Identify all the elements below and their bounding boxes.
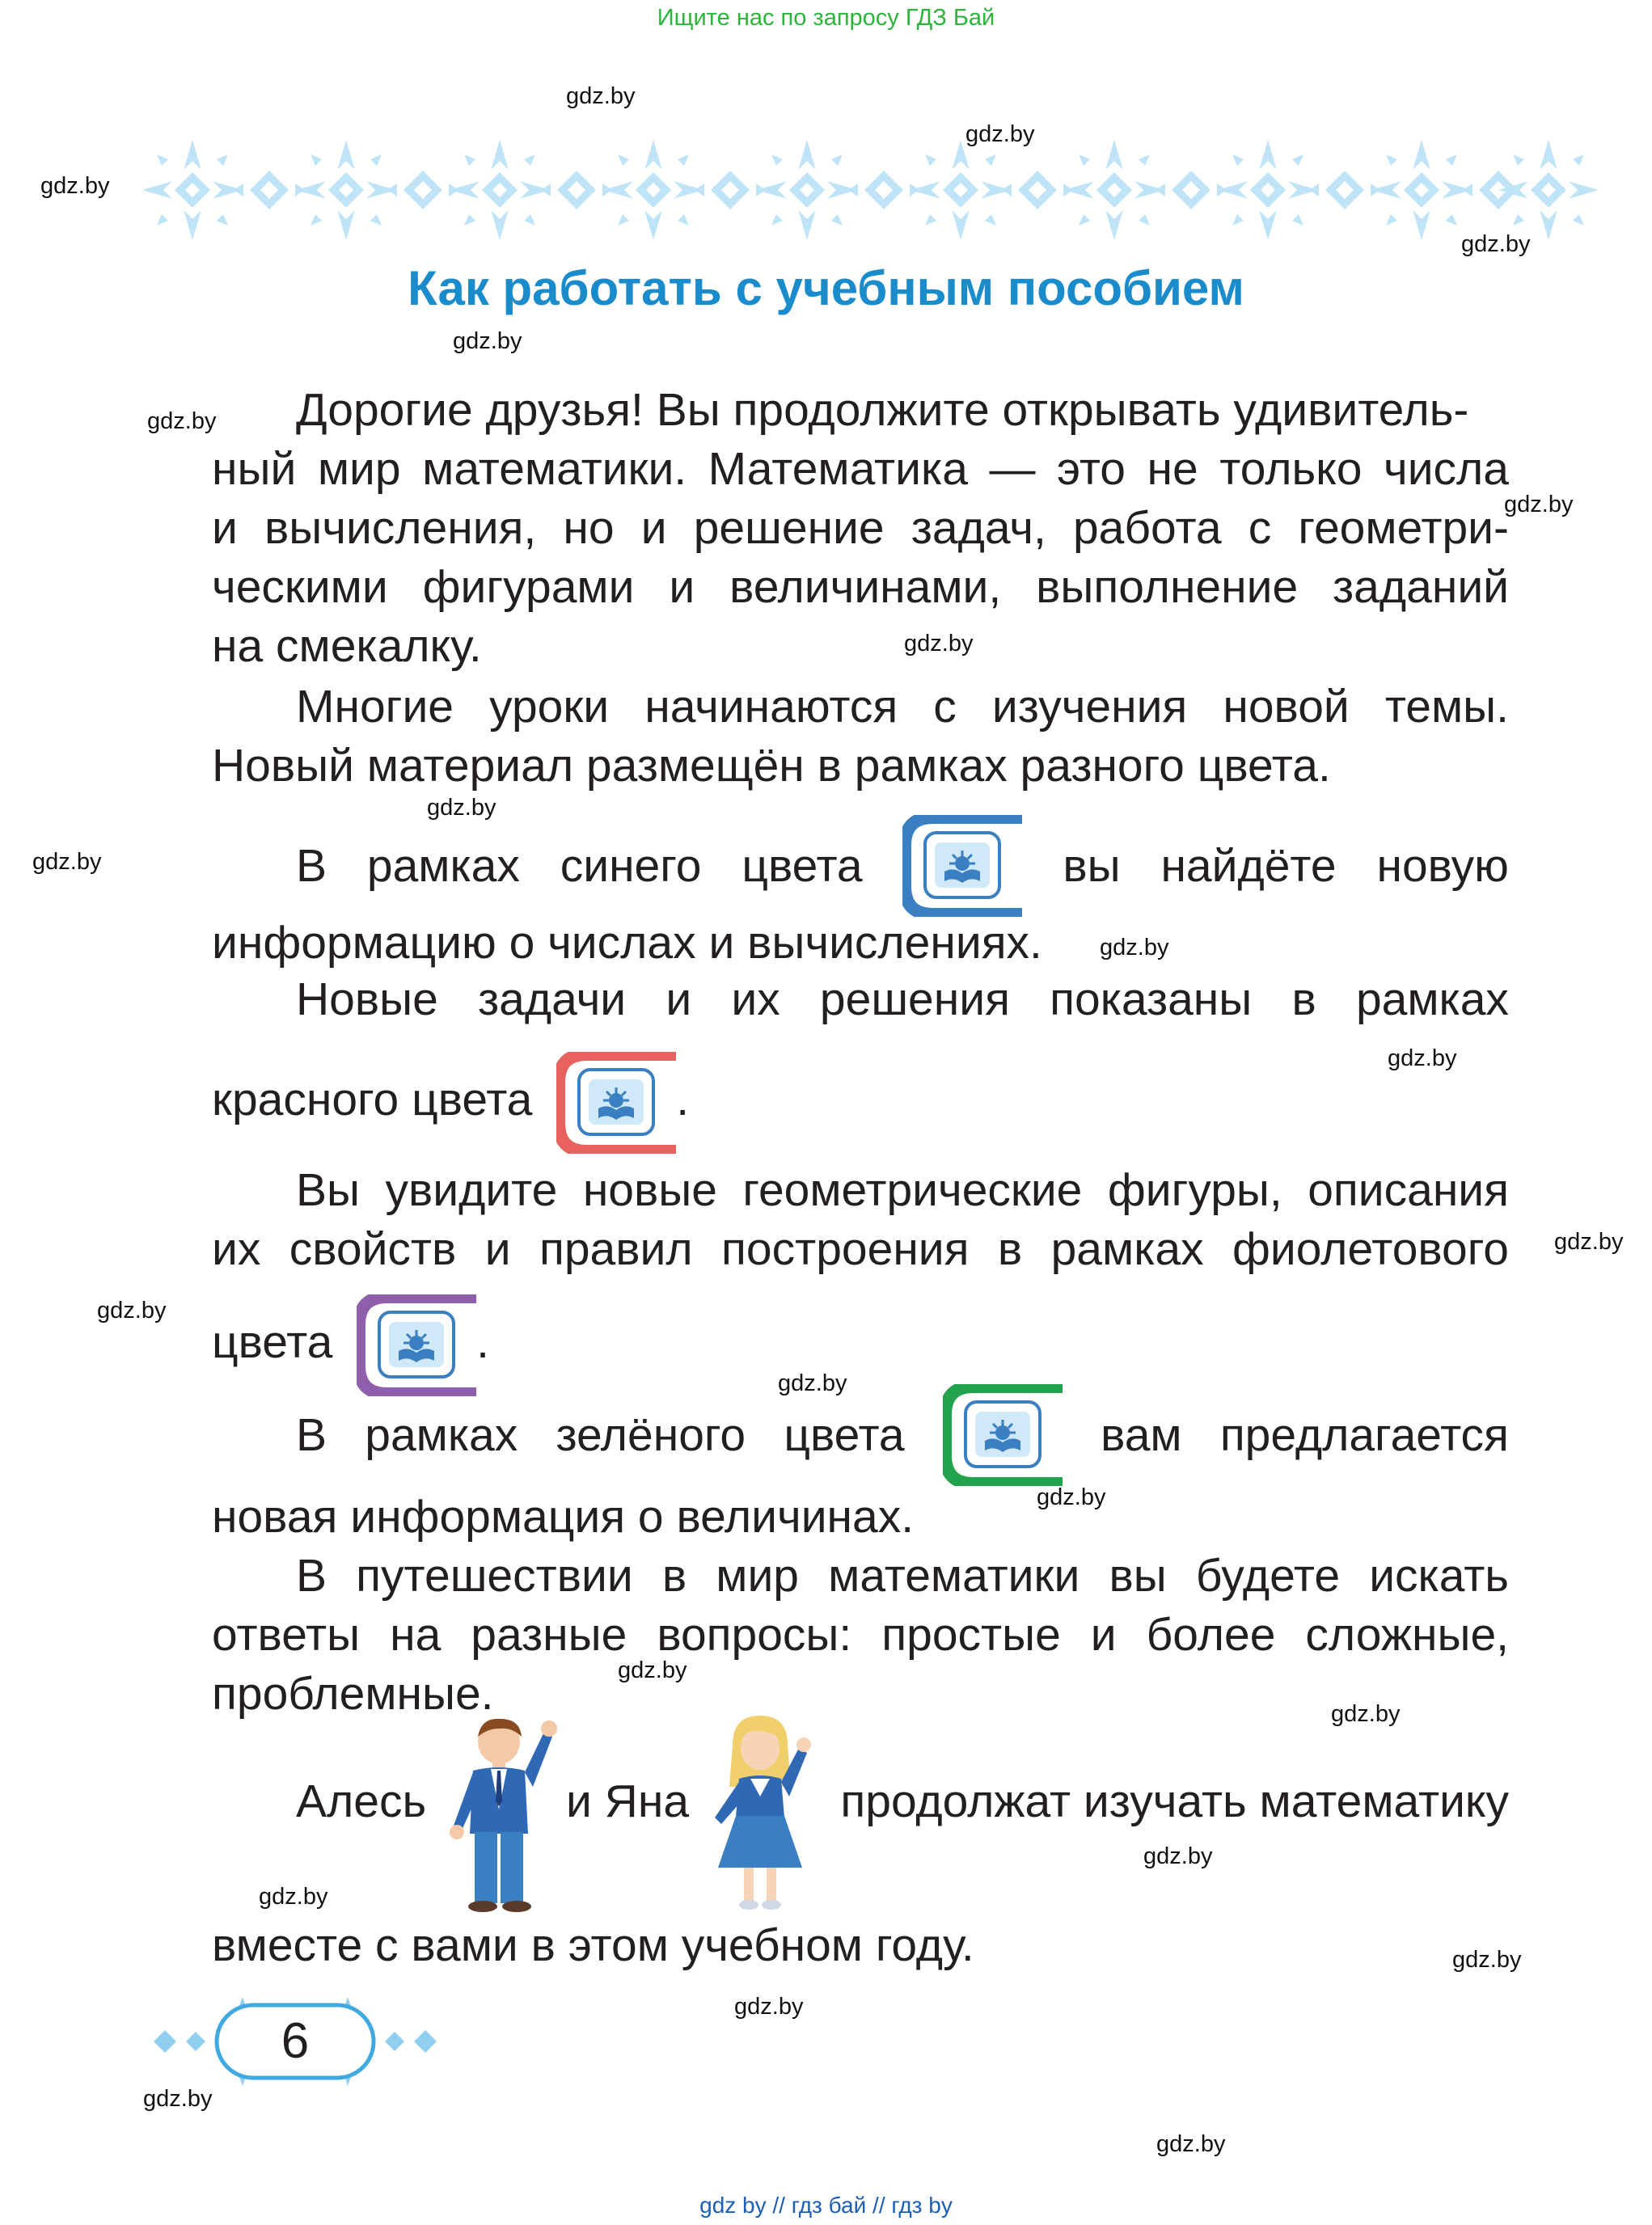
text: продолжат изучать математику [840, 1775, 1509, 1827]
text: цвета [212, 1316, 333, 1368]
watermark: gdz.by [1100, 935, 1169, 961]
text-line [212, 1294, 1509, 1396]
text-line [296, 970, 1509, 1029]
page-title: Как работать с учебным пособием [408, 261, 1244, 315]
text-line: информацию о числах и вычислениях. [212, 917, 1042, 969]
blue-frame-icon [902, 815, 1022, 917]
watermark: gdz.by [1331, 1701, 1401, 1727]
text-line: ческими фигурами и величинами, выполнение заданий [212, 561, 1509, 613]
word: вам [1101, 1409, 1182, 1461]
watermark: gdz.by [1388, 1045, 1457, 1071]
watermark: gdz.by [904, 631, 974, 657]
text: Алесь [296, 1775, 427, 1827]
watermark: gdz.by [1461, 231, 1531, 257]
text-line-content: ный мир математики. Математика — это не только числа [212, 443, 1509, 495]
watermark: gdz.by [259, 1884, 328, 1910]
watermark: gdz.by [147, 408, 217, 434]
word: В [296, 840, 327, 892]
top-banner[interactable]: Ищите нас по запросу ГДЗ Бай [657, 5, 995, 31]
text-line [212, 1220, 1509, 1279]
watermark: gdz.by [427, 795, 496, 821]
watermark: gdz.by [97, 1298, 167, 1324]
text: . [676, 1074, 690, 1125]
footer-links[interactable]: gdz by // гдз бай // гдз by [699, 2193, 953, 2218]
watermark: gdz.by [1452, 1947, 1522, 1973]
text-line: Вы увидите новые геометрические фигуры, описания [296, 1164, 1509, 1216]
text: и Яна [566, 1775, 690, 1827]
word: задачи [478, 973, 627, 1025]
girl-yana-illustration [703, 1712, 817, 1915]
word: рамках [366, 840, 520, 892]
watermark: gdz.by [143, 2086, 213, 2112]
purple-frame-icon [357, 1294, 476, 1396]
watermark: gdz.by [453, 328, 522, 354]
text-line [212, 1051, 1509, 1154]
word: цвета [741, 840, 863, 892]
word: в [1291, 973, 1316, 1025]
word: В [296, 1409, 327, 1461]
green-frame-icon [943, 1384, 1063, 1486]
watermark: gdz.by [40, 173, 110, 199]
text: красного цвета [212, 1074, 533, 1125]
word: их [731, 973, 780, 1025]
page-number: 6 [281, 2013, 310, 2069]
text-line [296, 1384, 1509, 1486]
word: показаны [1050, 973, 1253, 1025]
boy-ales-illustration [441, 1712, 562, 1915]
watermark: gdz.by [566, 83, 636, 109]
word: построения [721, 1223, 970, 1275]
word: фиолетового [1232, 1223, 1509, 1275]
word: рамках [365, 1409, 518, 1461]
text-line: на смекалку. [212, 620, 482, 672]
text-line: новая информация о величинах. [212, 1491, 915, 1543]
word: рамках [1050, 1223, 1204, 1275]
red-frame-icon [556, 1052, 676, 1154]
word: Новые [296, 973, 438, 1025]
text-line: проблемные. [212, 1668, 494, 1720]
page-number-badge [137, 1989, 453, 2094]
word: в [997, 1223, 1023, 1275]
word: вы [1063, 840, 1121, 892]
word: и [665, 973, 692, 1025]
text-line: вместе с вами в этом учебном году. [212, 1919, 974, 1971]
word: решения [819, 973, 1010, 1025]
watermark: gdz.by [1156, 2131, 1226, 2157]
text: . [476, 1316, 489, 1368]
watermark: gdz.by [1143, 1843, 1213, 1869]
word: новую [1376, 840, 1509, 892]
watermark: gdz.by [778, 1370, 847, 1396]
word: рамках [1355, 973, 1509, 1025]
text-line: Многие уроки начинаются с изучения новой темы. [296, 681, 1509, 733]
word: найдёте [1160, 840, 1337, 892]
text-line: и вычисления, но и решение задач, работа с геометри- [212, 502, 1509, 554]
word: зелёного [556, 1409, 746, 1461]
watermark: gdz.by [965, 121, 1035, 147]
watermark: gdz.by [618, 1657, 687, 1683]
word: синего [560, 840, 702, 892]
watermark: gdz.by [32, 849, 102, 875]
watermark: gdz.by [1037, 1484, 1106, 1510]
ornament-band [137, 133, 1601, 247]
word: и [484, 1223, 511, 1275]
word: их [212, 1223, 261, 1275]
text-line: Дорогие друзья! Вы продолжите открывать удивитель- [296, 384, 1469, 436]
watermark: gdz.by [1554, 1229, 1624, 1255]
word: предлагается [1219, 1409, 1509, 1461]
watermark: gdz.by [1504, 492, 1574, 517]
watermark: gdz.by [734, 1994, 804, 2020]
text-line: ответы на разные вопросы: простые и более сложные, [212, 1609, 1509, 1661]
word: правил [539, 1223, 693, 1275]
text-line: В путешествии в мир математики вы будете искать [296, 1550, 1509, 1602]
word: цвета [784, 1409, 905, 1461]
text-line [212, 440, 1509, 499]
text-line [296, 815, 1509, 917]
word: свойств [289, 1223, 457, 1275]
text-line: Новый материал размещён в рамках разного цвета. [212, 740, 1331, 792]
